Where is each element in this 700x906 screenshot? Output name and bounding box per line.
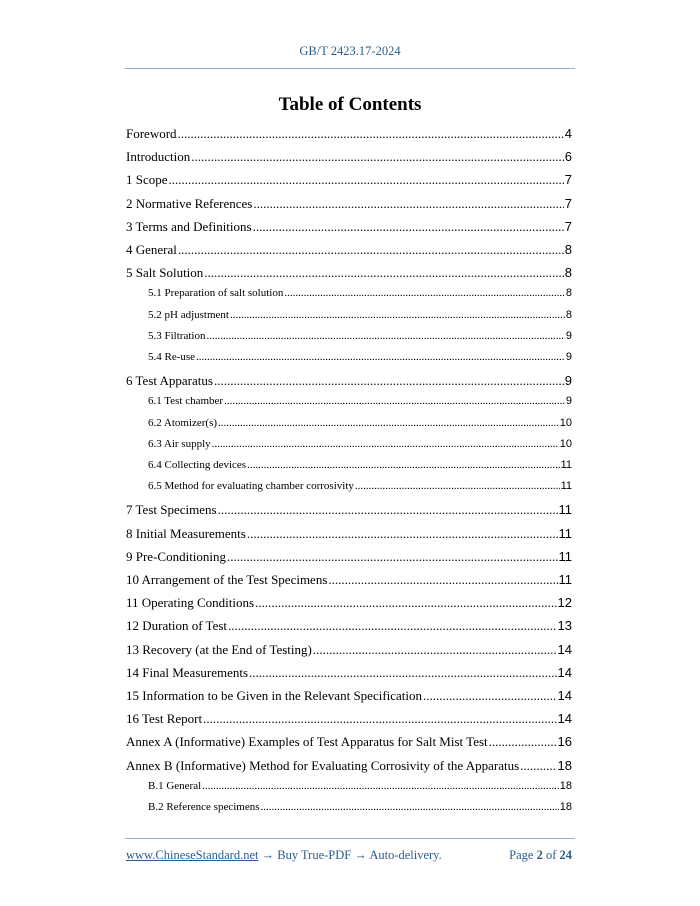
- header-divider: [125, 68, 575, 69]
- dot-leader: [489, 734, 557, 750]
- toc-entry[interactable]: [126, 373, 572, 389]
- dot-leader: [247, 526, 558, 542]
- toc-entry[interactable]: [148, 780, 572, 792]
- footer-divider: [125, 838, 575, 839]
- dot-leader: [178, 126, 564, 142]
- toc-entry-title: 5.4 Re-use: [148, 351, 196, 363]
- toc-entry-page: 13: [557, 618, 572, 634]
- toc-entry-title: Introduction: [126, 149, 191, 165]
- dot-leader: [178, 242, 564, 258]
- page-title: Table of Contents: [278, 94, 422, 115]
- toc-entry[interactable]: [148, 801, 572, 813]
- toc-entry-title: 5.1 Preparation of salt solution: [148, 287, 284, 300]
- toc-entry-title: 14 Final Measurements: [126, 664, 249, 680]
- dot-leader: [191, 149, 564, 165]
- toc-entry[interactable]: [126, 502, 572, 518]
- dot-leader: [520, 758, 556, 774]
- toc-entry-title: 8 Initial Measurements: [126, 525, 246, 541]
- toc-entry-page: 14: [557, 664, 572, 680]
- toc-entry[interactable]: [126, 149, 572, 165]
- toc-entry-page: 7: [564, 195, 572, 211]
- current-page: 2: [536, 848, 543, 862]
- toc-entry-page: 11: [558, 548, 572, 564]
- dot-leader: [203, 711, 556, 727]
- page-label: Page: [509, 848, 534, 862]
- dot-leader: [253, 196, 563, 212]
- toc-entry[interactable]: [126, 665, 572, 681]
- toc-entry-title: 5.3 Filtration: [148, 329, 206, 342]
- toc-entry-page: 8: [565, 308, 572, 321]
- toc-entry-page: 18: [557, 757, 572, 773]
- toc-entry[interactable]: [148, 309, 572, 321]
- total-pages: 24: [559, 848, 572, 862]
- dot-leader: [247, 459, 560, 471]
- toc-entry-title: 6 Test Apparatus: [126, 373, 213, 389]
- toc-entry-title: 13 Recovery (at the End of Testing): [126, 641, 312, 657]
- buy-link[interactable]: Buy True-PDF: [277, 848, 352, 862]
- toc-entry-page: 8: [564, 242, 572, 257]
- dot-leader: [224, 395, 565, 407]
- toc-entry-page: 12: [557, 595, 572, 611]
- dot-leader: [204, 265, 563, 281]
- delivery-text: Auto-delivery.: [369, 848, 442, 862]
- dot-leader: [260, 801, 558, 813]
- toc-entry-title: 12 Duration of Test: [126, 618, 228, 634]
- arrow-icon: →: [261, 848, 275, 862]
- dot-leader: [255, 595, 556, 611]
- toc-entry-page: 14: [557, 711, 572, 727]
- toc-entry[interactable]: [126, 526, 572, 542]
- dot-leader: [212, 438, 559, 450]
- toc-entry-title: 9 Pre-Conditioning: [126, 548, 227, 564]
- toc-entry[interactable]: [126, 618, 572, 634]
- toc-entry-title: Annex B (Informative) Method for Evaluating Corrosivity of the Apparatus: [126, 757, 520, 773]
- toc-entry[interactable]: [148, 438, 572, 450]
- dot-leader: [196, 351, 565, 363]
- site-link[interactable]: www.ChineseStandard.net: [126, 848, 259, 862]
- toc-entry[interactable]: [126, 595, 572, 611]
- toc-entry-title: 7 Test Specimens: [126, 502, 217, 518]
- toc-entry[interactable]: [148, 480, 572, 492]
- toc-entry[interactable]: [148, 395, 572, 407]
- dot-leader: [169, 172, 564, 188]
- toc-entry-title: 6.2 Atomizer(s): [148, 416, 218, 429]
- toc-entry[interactable]: [126, 688, 572, 704]
- dot-leader: [423, 688, 557, 704]
- footer-promo: [126, 848, 442, 863]
- toc-entry-page: 6: [564, 149, 572, 165]
- toc-entry-page: 9: [565, 329, 572, 342]
- toc-entry-title: 11 Operating Conditions: [126, 595, 255, 611]
- toc-entry[interactable]: [126, 126, 572, 142]
- toc-entry[interactable]: [126, 172, 572, 188]
- toc-entry[interactable]: [148, 287, 572, 299]
- dot-leader: [284, 287, 565, 299]
- toc-entry[interactable]: [126, 642, 572, 658]
- toc-entry[interactable]: [126, 265, 572, 281]
- toc-entry[interactable]: [126, 242, 572, 258]
- toc-entry-page: 14: [557, 688, 572, 703]
- dot-leader: [253, 219, 564, 235]
- toc-entry-page: 16: [557, 734, 572, 750]
- toc-entry[interactable]: [148, 351, 572, 363]
- toc-entry-page: 4: [564, 126, 572, 141]
- toc-entry-page: 8: [565, 287, 572, 300]
- toc-entry-page: 11: [558, 572, 572, 587]
- toc-entry-title: Annex A (Informative) Examples of Test Apparatus for Salt Mist Test: [126, 734, 488, 750]
- toc-entry[interactable]: [126, 196, 572, 212]
- toc-entry-page: 11: [560, 480, 572, 493]
- toc-entry-page: 10: [559, 437, 572, 450]
- arrow-icon: →: [354, 848, 367, 862]
- toc-entry-page: 14: [557, 641, 572, 657]
- dot-leader: [227, 549, 557, 565]
- toc-entry-title: 3 Terms and Definitions: [126, 218, 252, 234]
- toc-entry[interactable]: [126, 549, 572, 565]
- dot-leader: [214, 373, 564, 389]
- dot-leader: [218, 502, 558, 518]
- dot-leader: [206, 330, 564, 342]
- toc-entry[interactable]: [126, 734, 572, 750]
- toc-entry[interactable]: [126, 219, 572, 235]
- toc-entry-title: B.2 Reference specimens: [148, 801, 260, 813]
- toc-entry-page: 7: [564, 218, 572, 234]
- toc-entry-page: 10: [559, 416, 572, 429]
- toc-entry-title: 15 Information to be Given in the Relevant Specification: [126, 688, 423, 703]
- toc-entry-page: 18: [559, 779, 572, 792]
- dot-leader: [228, 618, 557, 634]
- toc-entry[interactable]: [148, 417, 572, 429]
- toc-entry[interactable]: [148, 330, 572, 342]
- toc-entry-title: 1 Scope: [126, 172, 168, 188]
- dot-leader: [202, 780, 559, 792]
- of-label: of: [545, 848, 557, 862]
- toc-entry-title: 2 Normative References: [126, 195, 253, 211]
- toc-entry-title: 6.1 Test chamber: [148, 395, 224, 408]
- toc-entry-page: 11: [560, 459, 572, 471]
- toc-entry-page: 11: [558, 525, 572, 541]
- dot-leader: [328, 572, 557, 588]
- document-header: GB/T 2423.17-2024: [299, 44, 401, 58]
- toc-entry-title: 6.3 Air supply: [148, 437, 211, 450]
- toc-entry[interactable]: [126, 711, 572, 727]
- toc-entry-title: 5 Salt Solution: [126, 265, 204, 281]
- dot-leader: [249, 665, 556, 681]
- toc-entry-title: 5.2 pH adjustment: [148, 308, 229, 321]
- toc-entry-title: 6.4 Collecting devices: [148, 459, 247, 471]
- toc-entry-page: 8: [564, 265, 572, 281]
- page-counter: [509, 848, 572, 863]
- toc-entry-page: 9: [565, 351, 572, 363]
- toc-entry[interactable]: [148, 459, 572, 471]
- toc-entry-title: 4 General: [126, 242, 177, 257]
- dot-leader: [355, 480, 560, 492]
- toc-entry-page: 11: [558, 502, 572, 518]
- dot-leader: [313, 642, 557, 658]
- toc-entry-page: 9: [565, 395, 572, 408]
- toc-entry-title: 16 Test Report: [126, 711, 203, 727]
- toc-entry-title: Foreword: [126, 126, 177, 141]
- toc-entry-page: 18: [559, 801, 572, 813]
- toc-entry-title: B.1 General: [148, 779, 202, 792]
- toc-entry-page: 9: [564, 373, 572, 389]
- dot-leader: [218, 417, 559, 429]
- toc-entry-page: 7: [564, 172, 572, 188]
- toc-entry[interactable]: [126, 758, 572, 774]
- dot-leader: [230, 309, 565, 321]
- toc-entry[interactable]: [126, 572, 572, 588]
- toc-entry-title: 6.5 Method for evaluating chamber corrosivity: [148, 480, 354, 493]
- toc-entry-title: 10 Arrangement of the Test Specimens: [126, 572, 328, 587]
